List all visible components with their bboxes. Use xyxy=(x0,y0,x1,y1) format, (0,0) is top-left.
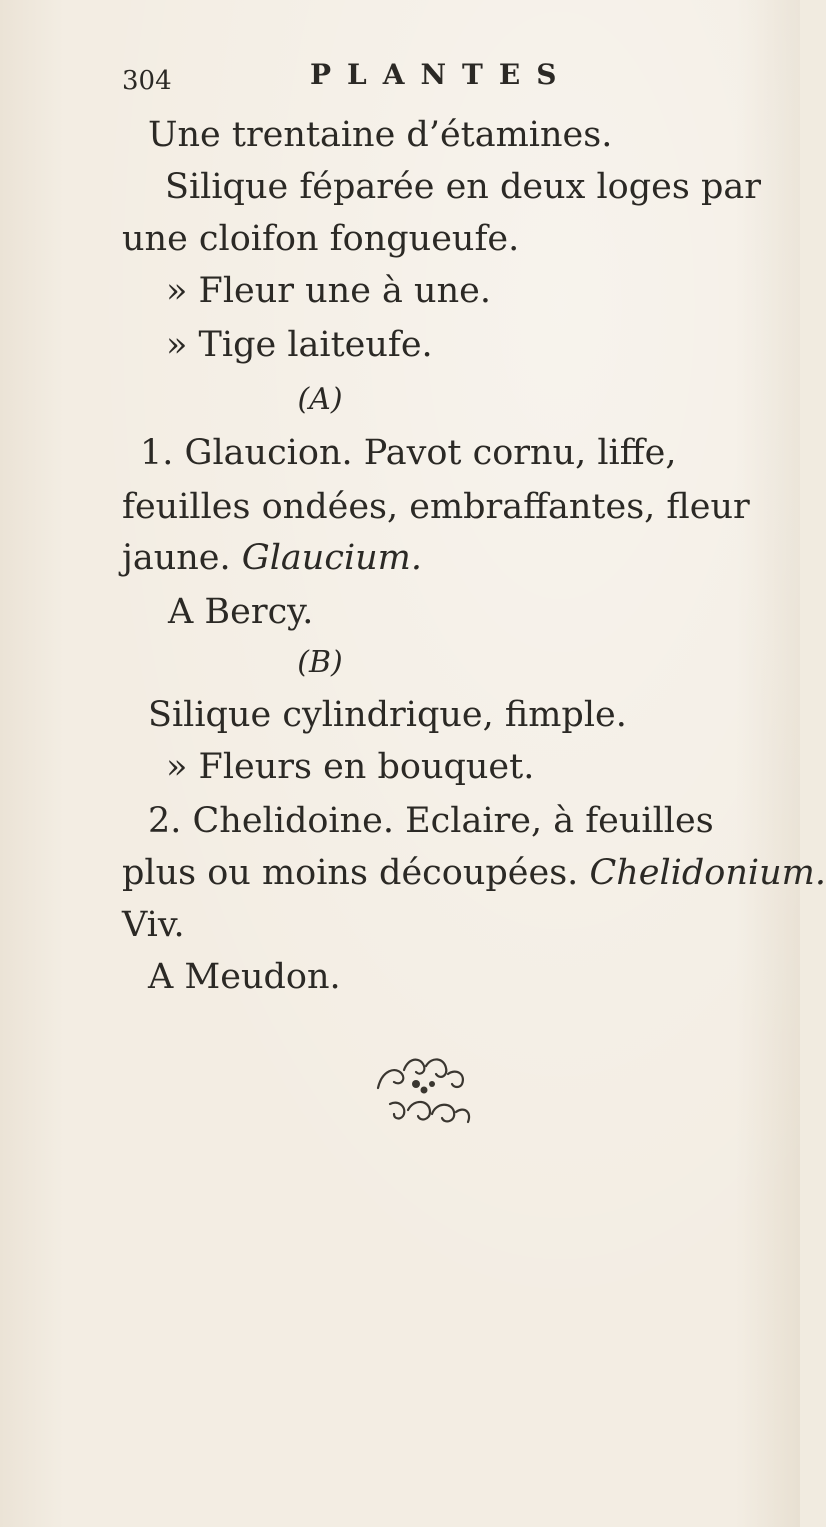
text-line: Une trentaine d’étamines. xyxy=(148,115,613,155)
text-line: feuilles ondées, embraffantes, fleur xyxy=(122,487,750,527)
text-line: Silique féparée en deux loges par xyxy=(165,167,761,207)
text-line: » Fleurs en bouquet. xyxy=(166,747,535,787)
text-line xyxy=(122,538,422,578)
text-line: A Meudon. xyxy=(148,957,341,997)
text-line: une cloifon fongueufe. xyxy=(122,219,520,259)
text-line: A Bercy. xyxy=(168,592,314,632)
text-line xyxy=(122,853,826,893)
text-line: Silique cylindrique, fimple. xyxy=(148,695,627,735)
text-line: » Tige laiteufe. xyxy=(166,325,433,365)
page-number: 304 xyxy=(122,66,172,96)
text-line: » Fleur une à une. xyxy=(166,271,491,311)
latin-name: Glaucium. xyxy=(241,538,422,578)
text-line: Viv. xyxy=(122,905,185,945)
latin-name: Chelidonium. xyxy=(589,853,826,893)
text-line: 1. Glaucion. Pavot cornu, liffe, xyxy=(140,433,677,473)
section-heading-b: (B) xyxy=(297,645,343,680)
text-span: jaune. xyxy=(122,538,231,578)
text-span: plus ou moins découpées. xyxy=(122,853,579,893)
ornament-vignette xyxy=(320,1040,520,1140)
text-line: 2. Chelidoine. Eclaire, à feuilles xyxy=(148,801,714,841)
running-head: PLANTES xyxy=(310,58,573,91)
section-heading-a: (A) xyxy=(297,382,343,417)
